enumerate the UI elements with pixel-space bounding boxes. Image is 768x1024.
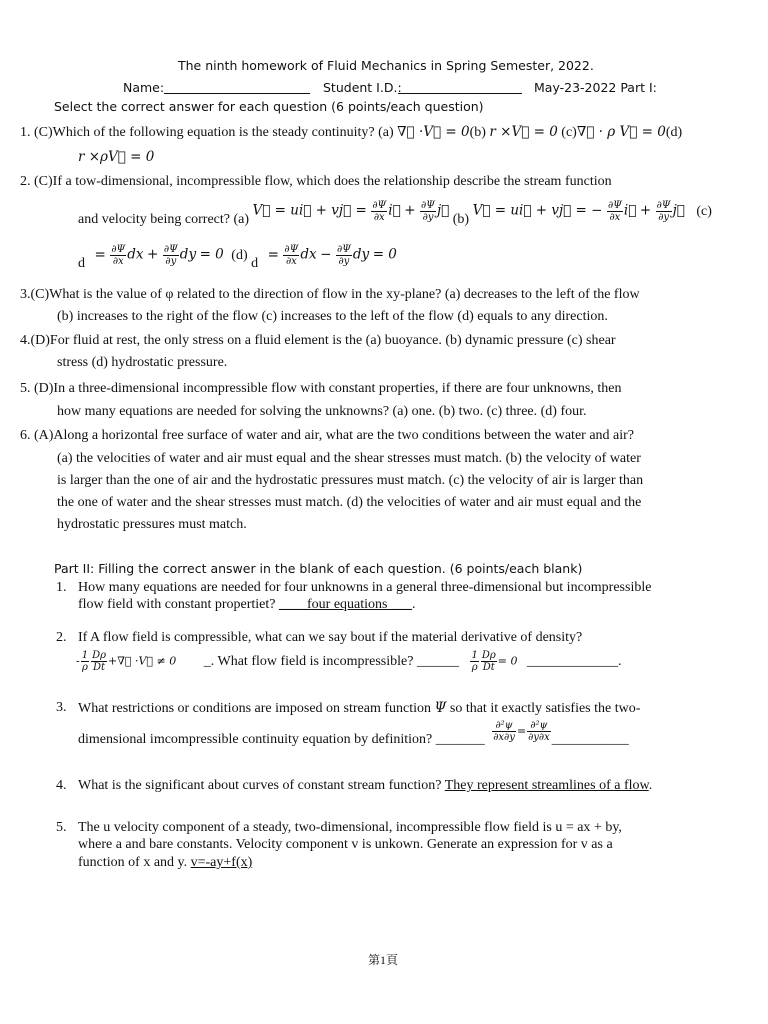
question-6-cont-3: the one of water and the shear stresses must match. (d) the velocities of water and air must equal and the xyxy=(57,495,642,510)
question-5-cont: how many equations are needed for solving the unknowns? (a) one. (b) two. (c) three. (d) four. xyxy=(57,404,587,419)
question-1-option-d: r ×ρV⃗ = 0 xyxy=(78,149,155,165)
part2-q4: What is the significant about curves of constant stream function? They represent streamlines of a flow. xyxy=(78,778,653,793)
part2-q2-number: 2. xyxy=(56,630,67,645)
part2-q1-cont: flow field with constant propertiet? ____four equations ___. xyxy=(78,597,416,612)
question-6-cont-4: hydrostatic pressures must match. xyxy=(57,517,247,532)
student-id-blank xyxy=(398,81,522,94)
page-number: 第1頁 xyxy=(368,953,399,967)
question-5: 5. (D)In a three-dimensional incompressible flow with constant properties, if there are four unknowns, then xyxy=(20,381,622,396)
part2-q5-cont-1: where a and bare constants. Velocity component v is unkown. Generate an expression for v as a xyxy=(78,837,613,852)
part2-q4-number: 4. xyxy=(56,778,67,793)
question-2-options-cd: d = $\frac{\partial\Psi}{\partial x}$ dx + $\frac{\partial\Psi}{\partial y}$ dy = 0 (d) d = $\frac{\partial\Psi}{\partial x}$ dx − $\frac{\partial\Psi}{\partial y}$ dy = 0 xyxy=(78,244,397,271)
question-6-cont-2: is larger than the one of air and the hydrostatic pressures must match. (c) the velocity of air is larger than xyxy=(57,473,644,488)
part2-q4-answer: They represent streamlines of a flow xyxy=(444,778,649,793)
part2-q5-number: 5. xyxy=(56,820,67,835)
part1-instruction: Select the correct answer for each question (6 points/each question) xyxy=(54,99,484,114)
question-6-cont-1: (a) the velocities of water and air must equal and the shear stresses must match. (b) the velocity of water xyxy=(57,451,641,466)
question-2: 2. (C)If a tow-dimensional, incompressible flow, which does the relationship describe the stream function xyxy=(20,174,612,189)
part2-q5: The u velocity component of a steady, two-dimensional, incompressible flow field is u = ax + by, xyxy=(78,820,622,835)
question-4: 4.(D)For fluid at rest, the only stress on a fluid element is the (a) buoyance. (b) dynamic pressure (c) shear xyxy=(20,333,616,348)
part2-q2: If A flow field is compressible, what can we say bout if the material derivative of density? xyxy=(78,630,583,645)
question-4-cont: stress (d) hydrostatic pressure. xyxy=(57,355,228,370)
question-2-options-ab: and velocity being correct? (a) V⃗ = ui⃗ + vj⃗ = $\frac{\partial\Psi}{\partial x}$ i⃗ + $\frac{\partial\Psi}{\partial y}$ j⃗ (b) V⃗ = ui⃗ + vj⃗ = − $\frac{\partial\Psi}{\partial x}$ i⃗ + $\frac{\partial\Psi}{\partial y}$ j⃗ (c) xyxy=(78,200,712,227)
question-3: 3.(C)What is the value of φ related to the direction of flow in the xy-plane? (a) decreases to the left of the flow xyxy=(20,287,640,302)
part2-q5-answer: v=-ay+f(x) xyxy=(190,855,253,870)
part2-q5-cont-2: function of x and y. v=-ay+f(x) xyxy=(78,855,253,870)
part2-q1-number: 1. xyxy=(56,580,67,595)
page-title: The ninth homework of Fluid Mechanics in Spring Semester, 2022. xyxy=(178,58,594,73)
part2-q1: How many equations are needed for four unknowns in a general three-dimensional but incompressible xyxy=(78,580,652,595)
question-6: 6. (A)Along a horizontal free surface of water and air, what are the two conditions between the water and air? xyxy=(20,428,635,443)
name-label: Name: xyxy=(123,80,165,95)
part2-heading: Part II: Filling the correct answer in the blank of each question. (6 points/each blank) xyxy=(54,561,583,576)
name-blank xyxy=(164,81,310,94)
part2-q2-expr: - $\frac{1}{\rho}$ $\frac{D\rho}{Dt}$ +∇⃗ ·V⃗ ≠ 0 _. What flow field is incompressible? ______ $\frac{1}{\rho}$ $\frac{D\rho}{Dt}$ = 0 _____________. xyxy=(76,650,622,673)
part2-q3: What restrictions or conditions are imposed on stream function Ψ so that it exactly satisfies the two- xyxy=(78,700,641,716)
date-part-label: May-23-2022 Part I: xyxy=(534,80,657,95)
student-id-label: Student I.D.: xyxy=(323,80,402,95)
question-3-cont: (b) increases to the right of the flow (c) increases to the left of the flow (d) equals to any direction. xyxy=(57,309,608,324)
question-1: 1. (C)Which of the following equation is the steady continuity? (a) ∇⃗ ·V⃗ = 0(b) r ×V⃗ = 0 (c)∇⃗ · ρ V⃗ = 0(d) xyxy=(20,124,683,140)
part2-q3-number: 3. xyxy=(56,700,67,715)
part2-q3-cont: dimensional imcompressible continuity equation by definition? _______ $\frac{\text{∂²ψ}}{\partial x\partial y}$ = $\frac{\text{∂²ψ}}{\partial y\partial x}$ ___________ xyxy=(78,720,629,747)
part2-q1-answer: ____four equations ___ xyxy=(279,597,412,612)
